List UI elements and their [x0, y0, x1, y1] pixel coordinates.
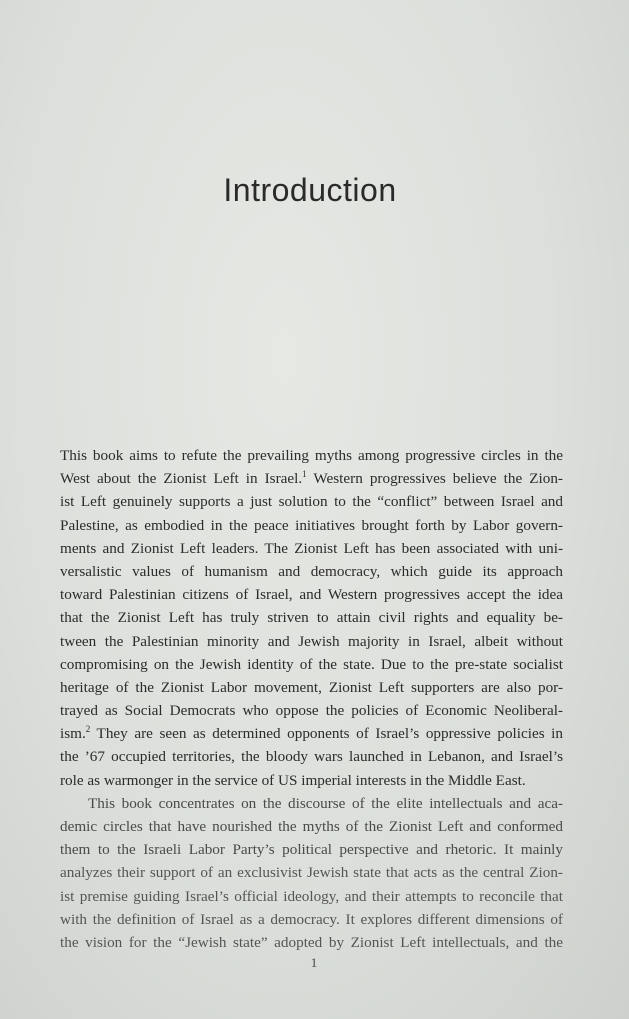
chapter-title: Introduction [223, 172, 397, 208]
text-span: the vision for the “Jewish state” adopted by Zionist Left intellectuals, and the [60, 933, 563, 951]
text-span: heritage of the Zionist Labor movement, Zionist Left supporters are also por- [60, 678, 563, 696]
text-span: trayed as Social Democrats who oppose the policies of Economic Neoliberal- [60, 702, 563, 720]
text-span: tween the Palestinian minority and Jewish majority in Israel, albeit without [60, 632, 563, 650]
text-line [60, 931, 563, 954]
text-line [60, 722, 563, 745]
text-line [60, 537, 563, 560]
text-line [60, 908, 563, 931]
text-span: with the definition of Israel as a democracy. It explores different dimensions of [60, 910, 563, 928]
text-span: versalistic values of humanism and democracy, which guide its approach [60, 562, 563, 580]
text-span: ism. [60, 725, 86, 743]
text-span: This book aims to refute the prevailing myths among progressive circles in the [60, 447, 563, 464]
text-span: that the Zionist Left has truly striven to attain civil rights and equality be- [60, 609, 563, 627]
text-line [60, 769, 563, 792]
text-line [60, 699, 563, 722]
text-span: toward Palestinian citizens of Israel, and Western progressives accept the idea [60, 586, 563, 604]
text-line [60, 490, 563, 513]
text-line [60, 838, 563, 861]
text-span: This book concentrates on the discourse of the elite intellectuals and aca- [88, 794, 563, 812]
footnote-ref-2[interactable]: 2 [85, 724, 91, 735]
text-span: demic circles that have nourished the myths of the Zionist Left and conformed [60, 818, 563, 835]
text-span: Palestine, as embodied in the peace initiatives brought forth by Labor govern- [60, 516, 563, 534]
text-span: them to the Israeli Labor Party’s political perspective and rhetoric. It mainly [60, 841, 563, 859]
text-line [60, 630, 563, 653]
text-span: ments and Zionist Left leaders. The Zionist Left has been associated with uni- [60, 539, 563, 557]
text-line [60, 467, 563, 490]
footnote-ref-1[interactable]: 1 [302, 469, 307, 480]
text-span: ist Left genuinely supports a just solution to the “conflict” between Israel and [60, 493, 563, 511]
text-span: compromising on the Jewish identity of the state. Due to the pre-state socialist [60, 655, 563, 673]
text-span: analyzes their support of an exclusivist Jewish state that acts as the central Zion- [60, 864, 563, 882]
text-line [60, 583, 563, 606]
text-line [60, 653, 563, 676]
text-line [60, 560, 563, 583]
text-line [60, 792, 563, 815]
text-line [60, 514, 563, 537]
text-span: role as warmonger in the service of US imperial interests in the Middle East. [60, 771, 526, 789]
text-span: ist premise guiding Israel’s official ideology, and their attempts to reconcile that [60, 887, 563, 905]
text-line [60, 676, 563, 699]
text-line [60, 606, 563, 629]
text-span: They are seen as determined opponents of Israel’s oppressive policies in [90, 725, 563, 743]
page-number: 1 [310, 955, 318, 970]
body-text [60, 444, 563, 954]
text-line [60, 444, 563, 467]
text-line [60, 815, 563, 838]
text-line [60, 745, 563, 768]
text-span: Western progressives believe the Zion- [306, 470, 563, 488]
text-span: the ’67 occupied territories, the bloody wars launched in Lebanon, and Israel’s [60, 748, 563, 766]
text-line [60, 885, 563, 908]
text-line [60, 861, 563, 884]
text-span: West about the Zionist Left in Israel. [60, 470, 303, 488]
